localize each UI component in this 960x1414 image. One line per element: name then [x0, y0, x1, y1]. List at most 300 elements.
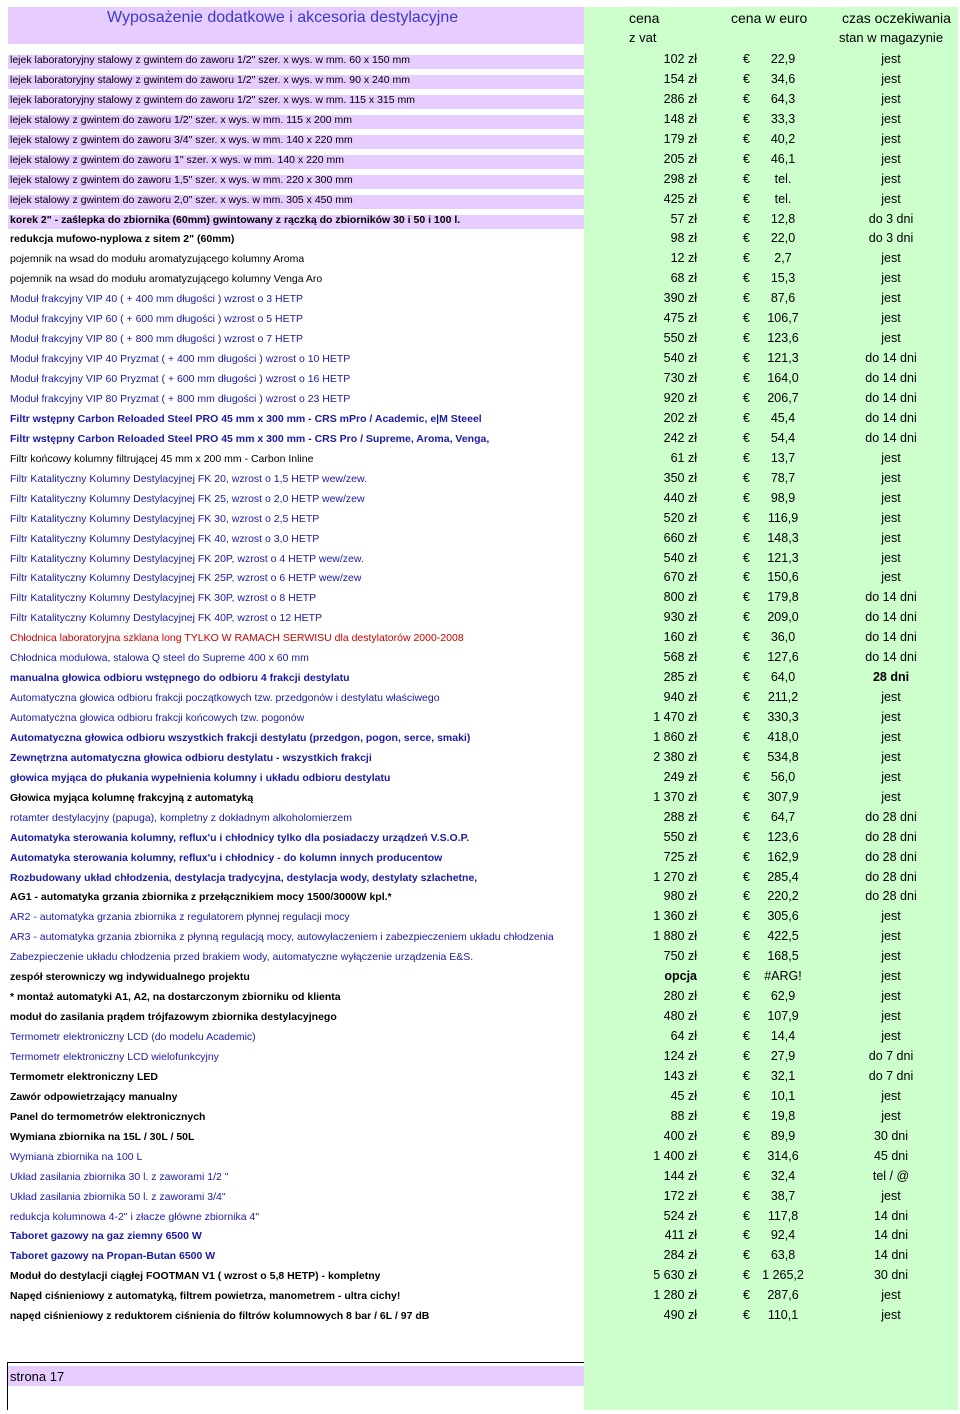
product-price-euro: 106,7 — [767, 311, 799, 326]
euro-icon: € — [743, 490, 750, 505]
product-price-euro: 148,3 — [767, 530, 799, 545]
product-price: 1 280 zł — [653, 1288, 697, 1303]
product-price-euro: tel. — [774, 171, 792, 186]
product-availability: jest — [881, 929, 901, 944]
table-row — [0, 369, 960, 389]
table-row — [0, 608, 960, 628]
product-availability: jest — [881, 450, 901, 465]
euro-icon: € — [743, 470, 750, 485]
product-price: 550 zł — [663, 331, 697, 346]
product-name: Moduł frakcyjny VIP 60 ( + 600 mm długości ) wzrost o 5 HETP — [10, 313, 304, 326]
table-row — [0, 1306, 960, 1326]
column-header-stock: stan w magazynie — [839, 30, 944, 45]
product-name: Automatyczna głowica odbioru frakcji końcowych tzw. pogonów — [10, 712, 305, 725]
product-price: 1 470 zł — [653, 710, 697, 725]
product-availability: jest — [881, 969, 901, 984]
product-price-euro: 33,3 — [770, 111, 796, 126]
euro-icon: € — [743, 111, 750, 126]
product-name: zespół sterowniczy wg indywidualnego projektu — [10, 971, 250, 984]
product-price: 102 zł — [663, 52, 697, 66]
product-price: 1 860 zł — [653, 729, 697, 744]
product-name: Chłodnica laboratoryjna szklana long TYLKO W RAMACH SERWISU dla destylatorów 2000-2008 — [10, 632, 464, 645]
product-availability: do 14 dni — [865, 590, 917, 605]
product-availability: 28 dni — [872, 670, 910, 685]
product-name: Wymiana zbiornika na 100 L — [10, 1150, 143, 1163]
product-name: redukcja kolumnowa 4-2" i złacze główne zbiornika 4" — [10, 1210, 260, 1223]
product-price-euro: 64,3 — [770, 91, 796, 106]
table-row — [0, 628, 960, 648]
product-price-euro: 46,1 — [770, 151, 796, 166]
product-price-euro: 78,7 — [770, 470, 796, 485]
table-row — [0, 130, 960, 150]
table-row — [0, 1246, 960, 1266]
product-availability: jest — [881, 470, 901, 485]
product-availability: jest — [881, 331, 901, 346]
product-availability: do 7 dni — [868, 1049, 914, 1063]
product-availability: jest — [881, 131, 901, 146]
euro-icon: € — [743, 1168, 750, 1183]
product-price: 490 zł — [663, 1308, 697, 1323]
product-price-euro: 206,7 — [767, 390, 799, 405]
table-row — [0, 828, 960, 848]
product-price-euro: 422,5 — [767, 929, 799, 944]
product-name: AR2 - automatyka grzania zbiornika z regulatorem płynnej regulacji mocy — [10, 911, 350, 924]
table-row — [0, 788, 960, 808]
product-price-euro: 418,0 — [767, 729, 799, 744]
product-price: 550 zł — [663, 829, 697, 844]
product-name: Termometr elektroniczny LED — [10, 1070, 159, 1083]
product-price-euro: 14,4 — [770, 1029, 796, 1044]
euro-icon: € — [743, 690, 750, 705]
euro-icon: € — [743, 670, 750, 685]
product-availability: jest — [881, 570, 901, 585]
product-availability: 14 dni — [873, 1228, 909, 1243]
table-row — [0, 588, 960, 608]
euro-icon: € — [743, 191, 750, 206]
product-price: 172 zł — [663, 1188, 697, 1203]
euro-icon: € — [743, 71, 750, 86]
product-availability: jest — [881, 989, 901, 1004]
product-availability: jest — [881, 1029, 901, 1044]
product-price-euro: tel. — [774, 191, 792, 206]
product-availability: jest — [881, 1288, 901, 1303]
product-price-euro: 40,2 — [770, 131, 796, 146]
product-availability: jest — [881, 191, 901, 206]
table-row — [0, 309, 960, 329]
product-availability: jest — [881, 550, 901, 565]
table-row — [0, 150, 960, 170]
product-name: Chłodnica modułowa, stalowa Q steel do Supreme 400 x 60 mm — [10, 652, 309, 665]
product-price-euro: 117,8 — [767, 1208, 799, 1223]
euro-icon: € — [743, 351, 750, 366]
product-name: Filtr Katalityczny Kolumny Destylacyjnej FK 40P, wzrost o 12 HETP — [10, 612, 323, 625]
table-row — [0, 1286, 960, 1306]
product-price: 800 zł — [663, 590, 697, 605]
product-availability: 14 dni — [873, 1248, 909, 1263]
table-row — [0, 469, 960, 489]
table-row — [0, 170, 960, 190]
table-row — [0, 947, 960, 967]
product-price: 205 zł — [663, 151, 697, 166]
product-availability: jest — [881, 510, 901, 525]
product-price-euro: 107,9 — [767, 1009, 799, 1024]
product-price: 98 zł — [670, 231, 697, 246]
table-row — [0, 868, 960, 888]
euro-icon: € — [743, 390, 750, 405]
euro-icon: € — [743, 869, 750, 884]
product-price: 980 zł — [663, 889, 697, 904]
product-price-euro: 116,9 — [767, 510, 799, 525]
euro-icon: € — [743, 829, 750, 844]
product-price: 730 zł — [663, 371, 697, 386]
product-price: 930 zł — [663, 610, 697, 625]
table-row — [0, 887, 960, 907]
product-price: 920 zł — [663, 390, 697, 405]
product-price-euro: 162,9 — [767, 849, 799, 864]
euro-icon: € — [743, 450, 750, 465]
product-price: 249 zł — [663, 769, 697, 784]
product-name: Filtr wstępny Carbon Reloaded Steel PRO 45 mm x 300 mm - CRS mPro / Academic, e|M Steeel — [10, 412, 482, 425]
euro-icon: € — [743, 211, 750, 226]
product-price-euro: 1 265,2 — [762, 1268, 804, 1283]
product-name: Moduł frakcyjny VIP 80 ( + 800 mm długości ) wzrost o 7 HETP — [10, 333, 304, 346]
euro-icon: € — [743, 1128, 750, 1143]
page-number: strona 17 — [10, 1369, 65, 1384]
euro-icon: € — [743, 710, 750, 725]
product-price-euro: 220,2 — [767, 889, 799, 904]
product-availability: jest — [881, 909, 901, 924]
table-row — [0, 848, 960, 868]
product-name: Filtr Katalityczny Kolumny Destylacyjnej FK 40, wzrost o 3,0 HETP — [10, 532, 320, 545]
euro-icon: € — [743, 809, 750, 824]
table-row — [0, 249, 960, 269]
euro-icon: € — [743, 1068, 750, 1083]
product-availability: do 28 dni — [865, 849, 917, 864]
product-availability: do 28 dni — [865, 889, 917, 904]
product-name: Automatyka sterowania kolumny, reflux'u i chłodnicy - do kolumn innych producentow — [10, 851, 443, 864]
euro-icon: € — [743, 291, 750, 306]
product-name: AG1 - automatyka grzania zbiornika z przełącznikiem mocy 1500/3000W kpl.* — [10, 891, 392, 904]
euro-icon: € — [743, 131, 750, 146]
euro-icon: € — [743, 251, 750, 266]
product-price: 670 zł — [663, 570, 697, 585]
product-price: 68 zł — [670, 271, 697, 286]
euro-icon: € — [743, 530, 750, 545]
product-name: Napęd ciśnieniowy z automatyką, filtrem powietrza, manometrem - ultra cichy! — [10, 1290, 401, 1303]
product-name: Zabezpieczenie układu chłodzenia przed brakiem wody, automatyczne wyłączenie urządzenia E&S. — [10, 951, 474, 964]
product-price: 61 zł — [670, 450, 697, 465]
product-name: Układ zasilania zbiornika 50 l. z zaworami 3/4" — [10, 1190, 226, 1203]
table-row — [0, 349, 960, 369]
product-price: 725 zł — [663, 849, 697, 864]
product-availability: jest — [881, 1088, 901, 1103]
table-row — [0, 1047, 960, 1067]
product-availability: jest — [881, 710, 901, 725]
product-price: 12 zł — [670, 251, 697, 266]
table-row — [0, 449, 960, 469]
product-price-euro: 36,0 — [770, 630, 796, 645]
euro-icon: € — [743, 331, 750, 346]
euro-icon: € — [743, 1308, 750, 1323]
product-price: 440 zł — [663, 490, 697, 505]
product-price: 45 zł — [670, 1088, 697, 1103]
product-price-euro: #ARG! — [764, 969, 802, 984]
table-row — [0, 1107, 960, 1127]
product-price: 524 zł — [663, 1208, 697, 1223]
product-price: 411 zł — [664, 1228, 697, 1243]
product-availability: jest — [881, 749, 901, 764]
euro-icon: € — [743, 789, 750, 804]
table-row — [0, 688, 960, 708]
product-name: Filtr Katalityczny Kolumny Destylacyjnej FK 20, wzrost o 1,5 HETP wew/zew. — [10, 472, 367, 485]
product-price: opcja — [664, 969, 697, 984]
table-row — [0, 668, 960, 688]
table-row — [0, 1167, 960, 1187]
product-name: Moduł do destylacji ciągłej FOOTMAN V1 ( wzrost o 5,8 HETP) - kompletny — [10, 1270, 381, 1283]
product-availability: jest — [881, 1308, 901, 1323]
product-name: Zawór odpowietrzający manualny — [10, 1090, 178, 1103]
product-price: 298 zł — [663, 171, 697, 186]
product-price: 390 zł — [663, 291, 697, 306]
product-price-euro: 64,7 — [770, 809, 796, 824]
product-price-euro: 314,6 — [767, 1148, 799, 1163]
euro-icon: € — [743, 52, 750, 66]
product-name: Filtr Katalityczny Kolumny Destylacyjnej FK 20P, wzrost o 4 HETP wew/zew. — [10, 552, 364, 565]
euro-icon: € — [743, 729, 750, 744]
table-row — [0, 927, 960, 947]
product-price: 148 zł — [663, 111, 697, 126]
product-name: Zewnętrzna automatyczna głowica odbioru destylatu - wszystkich frakcji — [10, 751, 372, 764]
product-availability: jest — [881, 111, 901, 126]
product-name: lejek stalowy z gwintem do zaworu 1,5" szer. x wys. w mm. 220 x 300 mm — [10, 173, 353, 186]
table-row — [0, 1087, 960, 1107]
product-price: 124 zł — [663, 1049, 697, 1063]
table-row — [0, 1127, 960, 1147]
footer-band — [8, 1366, 584, 1386]
product-availability: jest — [881, 251, 901, 266]
column-header-price: cena — [629, 10, 660, 26]
euro-icon: € — [743, 1029, 750, 1044]
product-name: rotamter destylacyjny (papuga), kompletny z dokładnym alkoholomierzem — [10, 811, 352, 824]
product-price-euro: 32,1 — [770, 1068, 796, 1083]
product-availability: jest — [881, 729, 901, 744]
table-row — [0, 529, 960, 549]
product-price-euro: 89,9 — [770, 1128, 796, 1143]
product-name: Filtr wstępny Carbon Reloaded Steel PRO 45 mm x 300 mm - CRS Pro / Supreme, Aroma, Venga, — [10, 432, 490, 445]
product-name: Filtr Katalityczny Kolumny Destylacyjnej FK 25P, wzrost o 6 HETP wew/zew — [10, 572, 362, 585]
euro-icon: € — [743, 969, 750, 984]
product-price-euro: 22,9 — [770, 52, 796, 66]
product-price-euro: 56,0 — [770, 769, 796, 784]
euro-icon: € — [743, 171, 750, 186]
product-price-euro: 64,0 — [770, 670, 796, 685]
euro-icon: € — [743, 849, 750, 864]
product-name: korek 2" - zaślepka do zbiornika (60mm) gwintowany z rączką do zbiorników 30 i 50 i 100 l. — [10, 213, 461, 226]
product-availability: jest — [881, 91, 901, 106]
product-price-euro: 211,2 — [767, 690, 799, 705]
product-price-euro: 287,6 — [767, 1288, 799, 1303]
product-price: 143 zł — [663, 1068, 697, 1083]
column-header-wait: czas oczekiwania — [842, 10, 951, 26]
product-name: lejek laboratoryjny stalowy z gwintem do zaworu 1/2" szer. x wys. w mm. 90 x 240 mm — [10, 73, 410, 86]
euro-icon: € — [743, 989, 750, 1004]
euro-icon: € — [743, 1288, 750, 1303]
product-name: lejek stalowy z gwintem do zaworu 1/2" szer. x wys. w mm. 115 x 200 mm — [10, 113, 352, 126]
product-price-euro: 27,9 — [770, 1049, 796, 1063]
table-row — [0, 1007, 960, 1027]
product-name: Moduł frakcyjny VIP 60 Pryzmat ( + 600 mm długości ) wzrost o 16 HETP — [10, 373, 351, 386]
table-row — [0, 708, 960, 728]
product-name: lejek laboratoryjny stalowy z gwintem do zaworu 1/2" szer. x wys. w mm. 60 x 150 mm — [10, 54, 410, 66]
product-price-euro: 19,8 — [770, 1108, 796, 1123]
product-availability: do 28 dni — [865, 869, 917, 884]
product-availability: do 14 dni — [865, 410, 917, 425]
product-name: manualna głowica odbioru wstępnego do odbioru 4 frakcji destylatu — [10, 672, 350, 685]
product-price-euro: 63,8 — [770, 1248, 796, 1263]
product-name: * montaż automatyki A1, A2, na dostarczonym zbiorniku od klienta — [10, 991, 341, 1004]
product-price: 400 zł — [663, 1128, 697, 1143]
euro-icon: € — [743, 1248, 750, 1263]
product-price: 154 zł — [663, 71, 697, 86]
product-availability: 30 dni — [873, 1128, 909, 1143]
table-row — [0, 210, 960, 230]
product-name: Filtr końcowy kolumny filtrującej 45 mm x 200 mm - Carbon Inline — [10, 452, 314, 465]
table-row — [0, 509, 960, 529]
product-availability: do 14 dni — [865, 371, 917, 386]
product-name: lejek stalowy z gwintem do zaworu 1" szer. x wys. w mm. 140 x 220 mm — [10, 153, 345, 166]
product-name: Automatyka sterowania kolumny, reflux'u i chłodnicy tylko dla posiadaczy urządzeń V.S.O.P. — [10, 831, 470, 844]
product-price-euro: 15,3 — [770, 271, 796, 286]
product-price: 5 630 zł — [653, 1268, 697, 1283]
product-price-euro: 87,6 — [770, 291, 796, 306]
product-price-euro: 534,8 — [767, 749, 799, 764]
product-name: Rozbudowany układ chłodzenia, destylacja tradycyjna, destylacja wody, destylaty szlachetne, — [10, 871, 478, 884]
product-price: 160 zł — [663, 630, 697, 645]
euro-icon: € — [743, 311, 750, 326]
product-price: 1 400 zł — [653, 1148, 697, 1163]
table-row — [0, 489, 960, 509]
product-price-euro: 62,9 — [770, 989, 796, 1004]
product-name: pojemnik na wsad do modułu aromatyzującego kolumny Venga Aro — [10, 273, 323, 286]
product-name: Taboret gazowy na gaz ziemny 6500 W — [10, 1230, 202, 1243]
euro-icon: € — [743, 1088, 750, 1103]
table-row — [0, 728, 960, 748]
table-row — [0, 229, 960, 249]
product-price: 1 370 zł — [653, 789, 697, 804]
product-availability: do 14 dni — [865, 610, 917, 625]
product-price: 520 zł — [663, 510, 697, 525]
product-price-euro: 285,4 — [767, 869, 799, 884]
product-price: 88 zł — [670, 1108, 697, 1123]
product-price: 1 360 zł — [653, 909, 697, 924]
euro-icon: € — [743, 91, 750, 106]
product-price-euro: 110,1 — [767, 1308, 799, 1323]
product-availability: do 3 dni — [868, 231, 914, 246]
euro-icon: € — [743, 929, 750, 944]
product-name: Automatyczna głowica odbioru frakcji początkowych tzw. przedgonów i destylatu właściwego — [10, 692, 440, 705]
product-price: 568 zł — [663, 650, 697, 665]
product-name: Filtr Katalityczny Kolumny Destylacyjnej FK 30, wzrost o 2,5 HETP — [10, 512, 320, 525]
product-availability: jest — [881, 769, 901, 784]
product-price-euro: 164,0 — [767, 371, 799, 386]
product-availability: jest — [881, 1108, 901, 1123]
product-price-euro: 92,4 — [770, 1228, 796, 1243]
product-price-euro: 54,4 — [770, 430, 796, 445]
product-price: 64 zł — [670, 1029, 697, 1044]
product-price-euro: 12,8 — [770, 211, 796, 226]
product-price-euro: 307,9 — [767, 789, 799, 804]
product-name: lejek stalowy z gwintem do zaworu 2,0" szer. x wys. w mm. 305 x 450 mm — [10, 193, 353, 206]
product-availability: jest — [881, 490, 901, 505]
product-name: Wymiana zbiornika na 15L / 30L / 50L — [10, 1130, 195, 1143]
product-price: 144 zł — [663, 1168, 697, 1183]
product-price-euro: 22,0 — [770, 231, 796, 246]
product-price: 286 zł — [663, 91, 697, 106]
product-price-euro: 121,3 — [767, 351, 799, 366]
product-price: 475 zł — [663, 311, 697, 326]
product-price-euro: 2,7 — [774, 251, 792, 266]
table-row — [0, 329, 960, 349]
product-price-euro: 209,0 — [767, 610, 799, 625]
euro-icon: € — [743, 1108, 750, 1123]
product-availability: 45 dni — [873, 1148, 909, 1163]
product-name: pojemnik na wsad do modułu aromatyzującego kolumny Aroma — [10, 253, 305, 266]
table-row — [0, 429, 960, 449]
product-price: 2 380 zł — [653, 749, 697, 764]
product-name: lejek stalowy z gwintem do zaworu 3/4" szer. x wys. w mm. 140 x 220 mm — [10, 133, 353, 146]
product-price-euro: 305,6 — [767, 909, 799, 924]
product-availability: do 7 dni — [868, 1068, 914, 1083]
table-row — [0, 1147, 960, 1167]
euro-icon: € — [743, 630, 750, 645]
table-row — [0, 269, 960, 289]
product-price: 179 zł — [663, 131, 697, 146]
product-availability: do 28 dni — [865, 829, 917, 844]
product-price: 1 270 zł — [653, 869, 697, 884]
product-availability: jest — [881, 1009, 901, 1024]
product-price: 540 zł — [663, 351, 697, 366]
euro-icon: € — [743, 510, 750, 525]
euro-icon: € — [743, 949, 750, 964]
product-availability: tel / @ — [872, 1168, 910, 1183]
table-row — [0, 190, 960, 210]
product-price-euro: 98,9 — [770, 490, 796, 505]
product-name: AR3 - automatyka grzania zbiornika z płynną regulacją mocy, autowyłaczeniem i zabezpieczeniem układu chłodzenia — [10, 931, 554, 944]
table-row — [0, 549, 960, 569]
table-row — [0, 409, 960, 429]
product-name: Moduł frakcyjny VIP 80 Pryzmat ( + 800 mm długości ) wzrost o 23 HETP — [10, 392, 351, 405]
euro-icon: € — [743, 1208, 750, 1223]
product-name: moduł do zasilania prądem trójfazowym zbiornika destylacyjnego — [10, 1011, 337, 1024]
euro-icon: € — [743, 550, 750, 565]
table-row — [0, 1067, 960, 1087]
product-name: redukcja mufowo-nyplowa z sitem 2" (60mm) — [10, 233, 235, 246]
product-availability: 14 dni — [873, 1208, 909, 1223]
product-price-euro: 123,6 — [767, 829, 799, 844]
product-price: 288 zł — [663, 809, 697, 824]
product-availability: jest — [881, 530, 901, 545]
product-price-euro: 121,3 — [767, 550, 799, 565]
table-row — [0, 648, 960, 668]
product-availability: jest — [881, 690, 901, 705]
product-price-euro: 179,8 — [767, 590, 799, 605]
product-price-euro: 150,6 — [767, 570, 799, 585]
table-row — [0, 1027, 960, 1047]
page-title: Wyposażenie dodatkowe i akcesoria destylacyjne — [107, 9, 459, 26]
product-price: 350 zł — [663, 470, 697, 485]
product-availability: do 14 dni — [865, 390, 917, 405]
product-availability: do 28 dni — [865, 809, 917, 824]
